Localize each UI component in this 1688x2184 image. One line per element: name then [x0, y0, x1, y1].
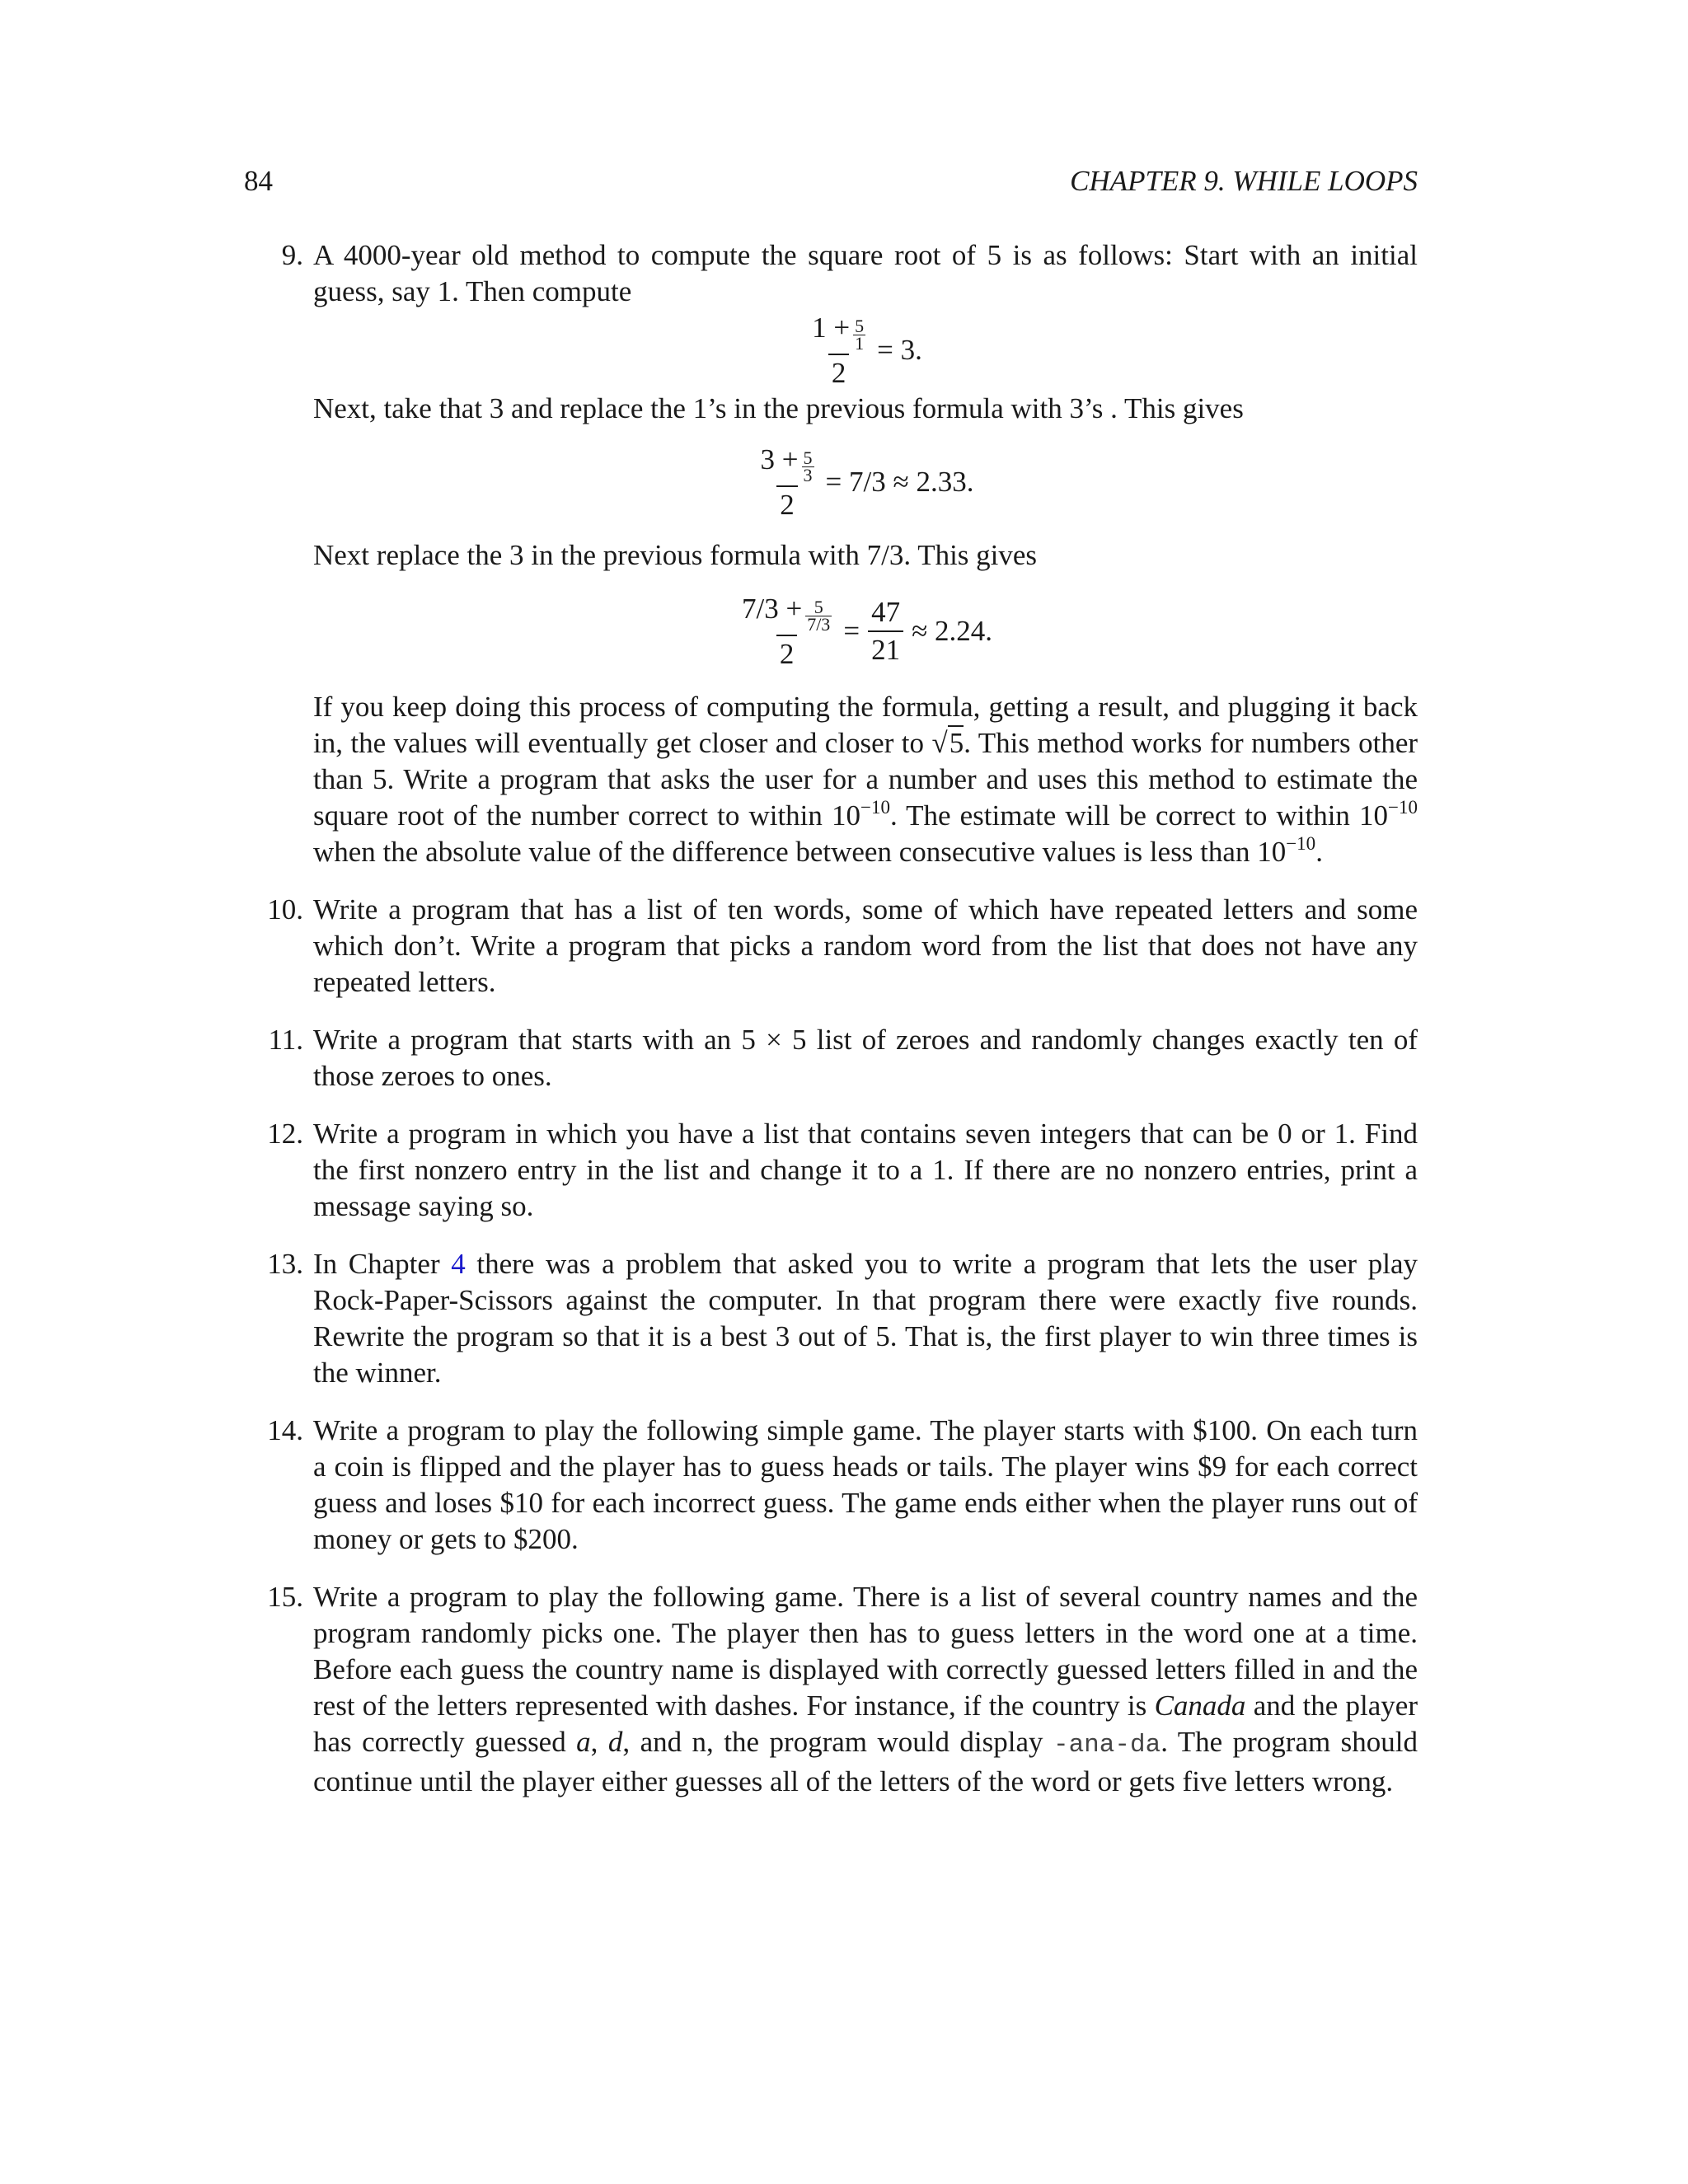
- page-number: 84: [244, 165, 273, 197]
- problem-text: Next replace the 3 in the previous formula with 7/3. This gives: [313, 539, 1038, 571]
- problem-text: Write a program that has a list of ten words, some of which have repeated letters and some which don’t. Write a program that picks a random word from the list that does not have any repeated letters.: [313, 893, 1418, 998]
- equation-2: 3 + $\frac{5}{3}$ 2 = 7/3 ≈ 2.33.: [313, 427, 1418, 537]
- chapter-title: CHAPTER 9. WHILE LOOPS: [1070, 165, 1418, 197]
- problem-text: Write a program that starts with an 5 × 5 list of zeroes and randomly changes exactly ten of those zeroes to ones.: [313, 1024, 1418, 1092]
- problem-number: 13.: [267, 1248, 303, 1280]
- fraction: 3 + $\frac{5}{3}$ 2: [760, 443, 813, 521]
- problem-number: 12.: [267, 1118, 303, 1150]
- equation-3: 7/3 + $\frac{5}{7/3}$ 2 = $\frac{47}{21}$ ≈ 2.24.: [313, 574, 1418, 689]
- equation-1: 1 + $\frac{5}{1}$ 2 = 3.: [313, 310, 1418, 391]
- result-fraction: $\frac{47}{21}$: [868, 596, 903, 667]
- chapter-link[interactable]: 4: [451, 1248, 466, 1280]
- running-header: [244, 165, 1418, 198]
- problem-9: [281, 237, 1418, 870]
- problem-12: [267, 1116, 1418, 1225]
- problem-number: 14.: [267, 1414, 303, 1446]
- problem-15: [267, 1579, 1418, 1800]
- code-sample: -ana-da: [1053, 1731, 1161, 1760]
- problem-text: If you keep doing this process of computing the formula, getting a result, and plugging it back in, the values will eventually get closer and closer to √5. This method works for numbers other than 5. Write a program that asks the user for a number and uses this method to estimate the square root of the number correct to within $10^{-10}$. The estimate will be correct to within $10^{-10}$ when the absolute value of the difference between consecutive values is less than $10^{-10}$.: [313, 691, 1418, 868]
- problem-11: [268, 1022, 1418, 1094]
- problem-number: 15.: [267, 1581, 303, 1613]
- problem-number: 11.: [268, 1024, 303, 1056]
- problem-14: [267, 1413, 1418, 1558]
- problem-text: Next, take that 3 and replace the 1’s in the previous formula with 3’s . This gives: [313, 392, 1244, 424]
- problem-13: [267, 1246, 1418, 1391]
- problem-text: Write a program to play the following simple game. The player starts with $100. On each turn a coin is flipped and the player has to guess heads or tails. The player wins $9 for each correct guess and loses $10 for each incorrect guess. The game ends either when the player runs out of money or gets to $200.: [313, 1414, 1418, 1555]
- problem-list: [267, 237, 1418, 1800]
- problem-text: In Chapter 4 there was a problem that asked you to write a program that lets the user play Rock-Paper-Scissors against the computer. In that program there were exactly five rounds. Rewrite the program so that it is a best 3 out of 5. That is, the first player to win three times is the winner.: [313, 1248, 1418, 1389]
- sqrt-symbol: √5: [931, 727, 964, 759]
- fraction: 1 + $\frac{5}{1}$ 2: [812, 311, 865, 389]
- fraction: 7/3 + $\frac{5}{7/3}$ 2: [741, 592, 831, 670]
- problem-number: 10.: [267, 893, 303, 926]
- problem-text: A 4000-year old method to compute the square root of 5 is as follows: Start with an initial guess, say 1. Then compute: [313, 239, 1418, 307]
- problem-text: Write a program to play the following game. There is a list of several country names and the program randomly picks one. The player then has to guess letters in the word one at a time. Before each guess the country name is displayed with correctly guessed letters filled in and the rest of the letters represented with dashes. For instance, if the country is Canada and the player has correctly guessed a, d, and n, the program would display -ana-da. The program should continue until the player either guesses all of the letters of the word or gets five letters wrong.: [313, 1581, 1418, 1797]
- problem-text: Write a program in which you have a list that contains seven integers that can be 0 or 1. Find the first nonzero entry in the list and change it to a 1. If there are no nonzero entries, print a message saying so.: [313, 1118, 1418, 1222]
- problem-10: [267, 892, 1418, 1001]
- problem-number: 9.: [281, 239, 303, 271]
